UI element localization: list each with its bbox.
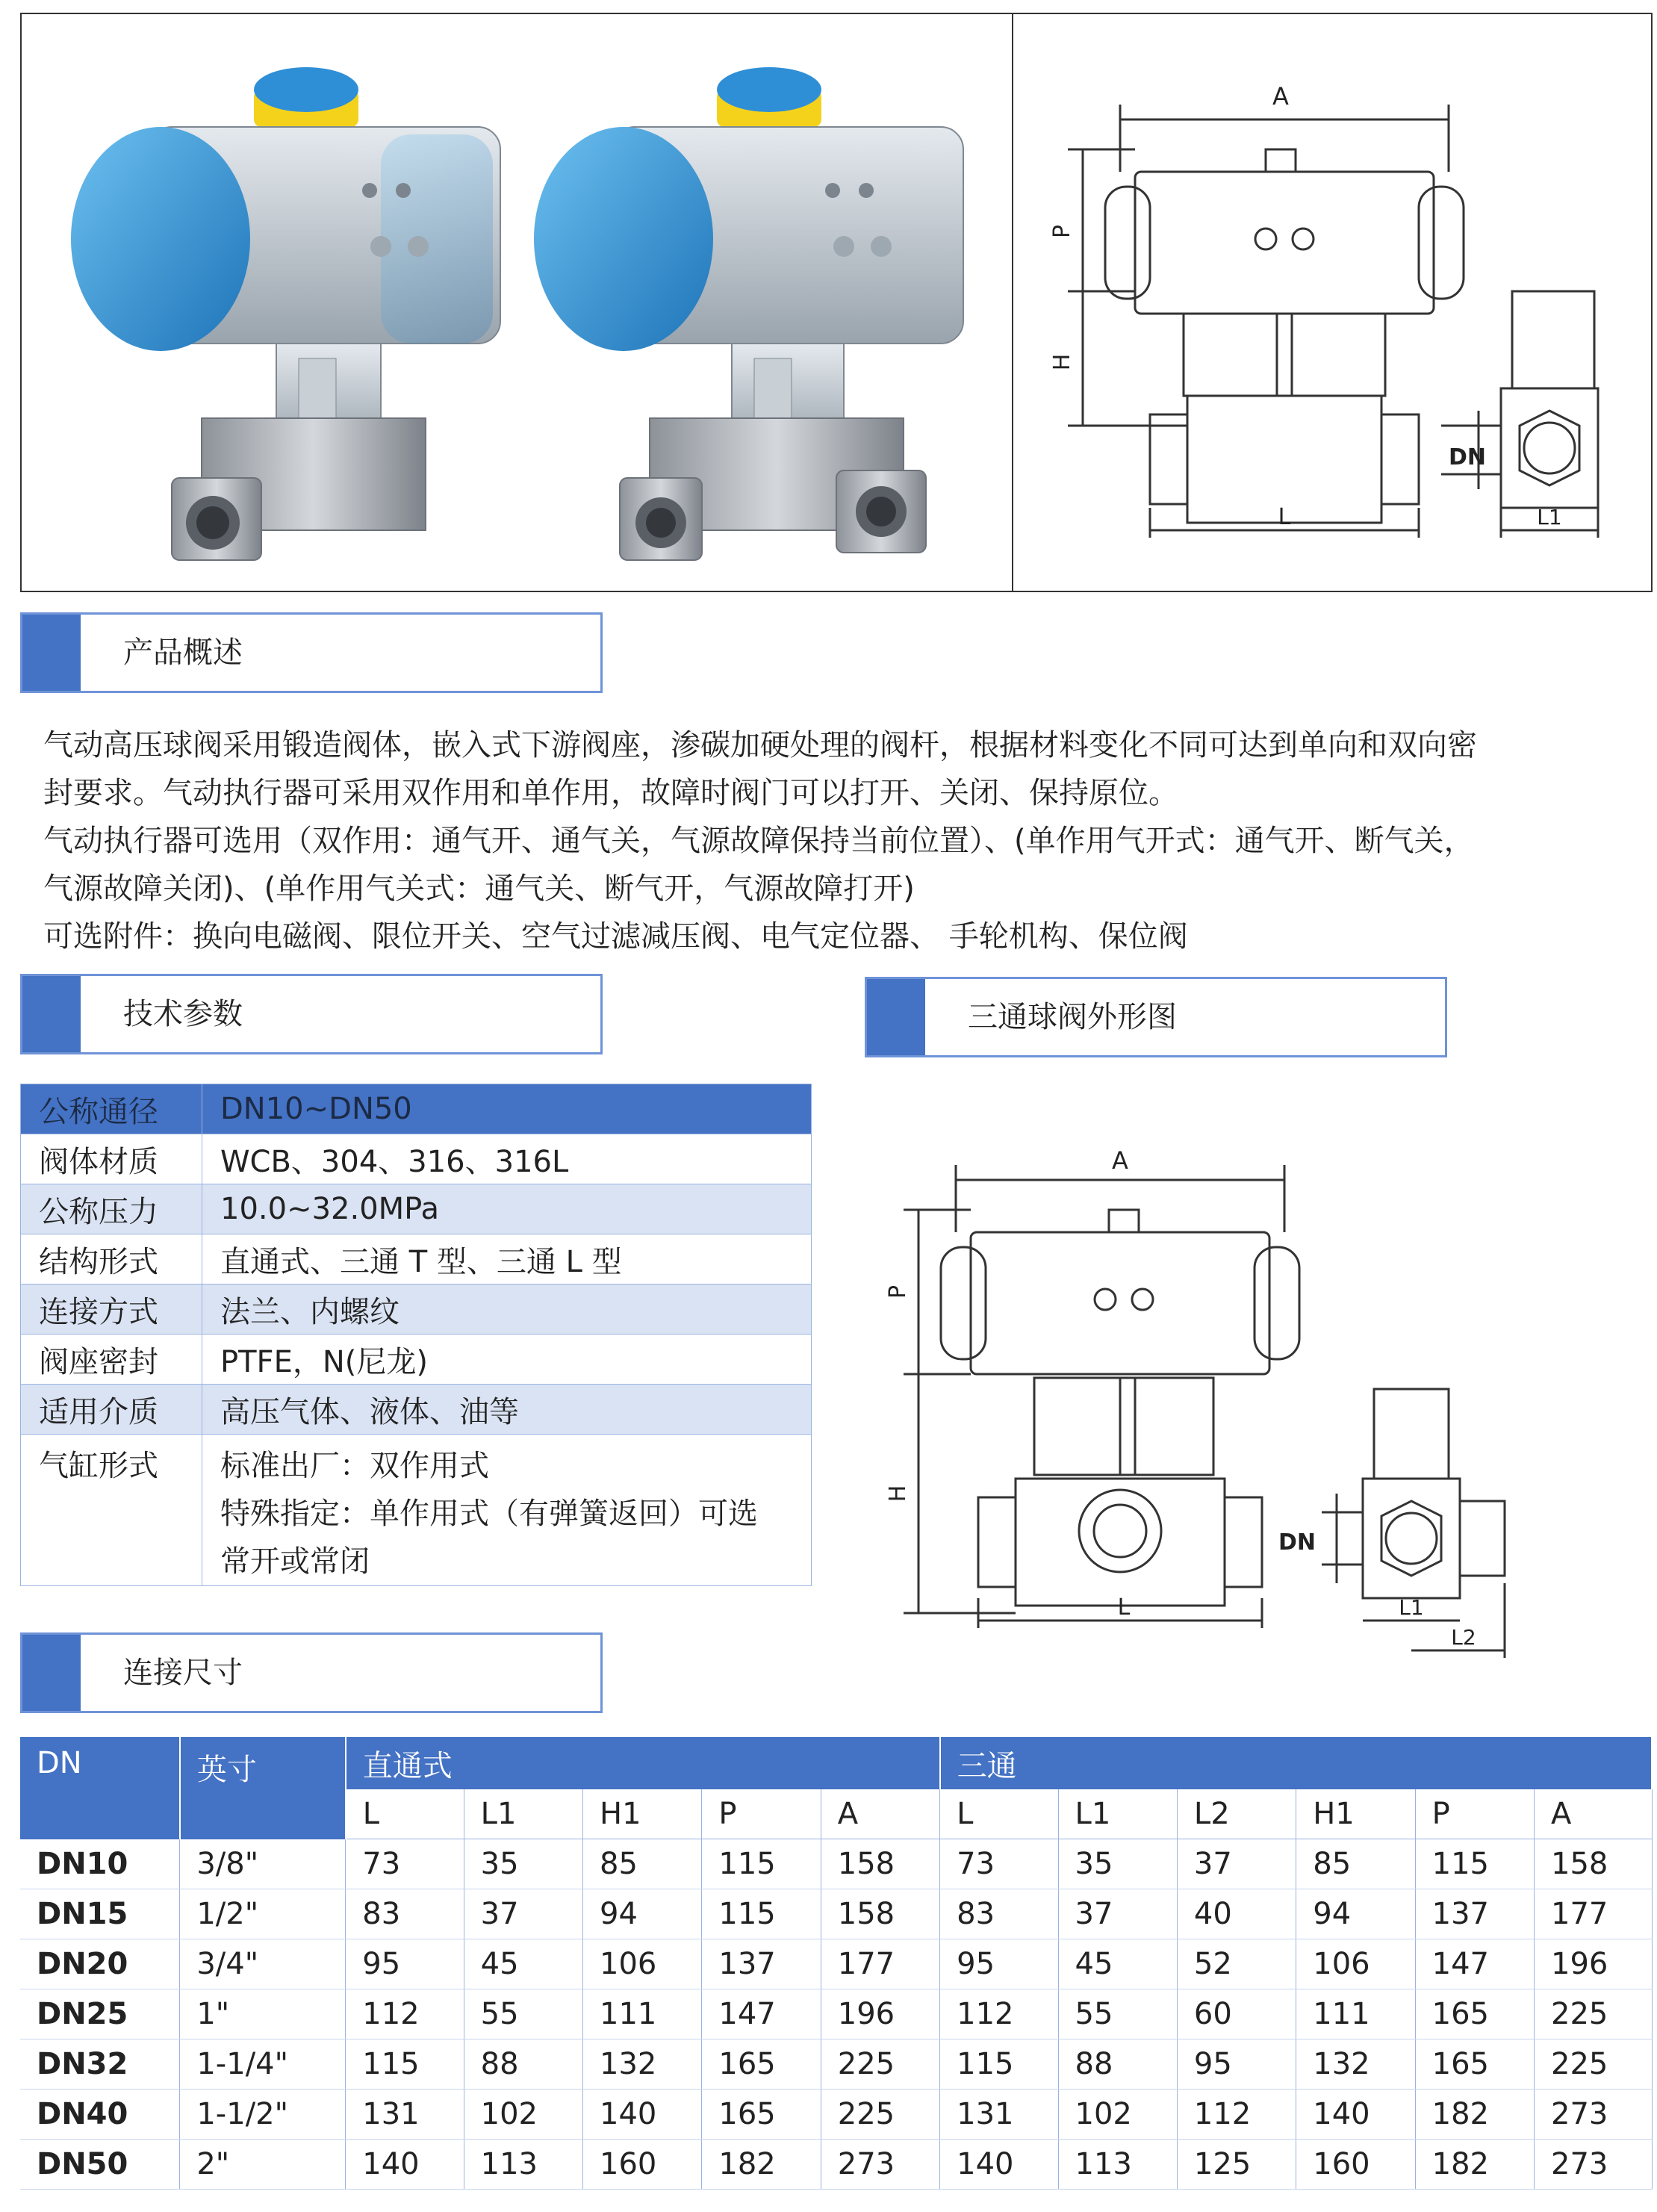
spec-row	[21, 1134, 812, 1184]
dimension-cell: 106	[1296, 1939, 1415, 1989]
spec-cylinder-line: 标准出厂：双作用式	[220, 1449, 489, 1483]
dimension-cell: 115	[702, 1889, 821, 1939]
table-row	[20, 2039, 1652, 2090]
dimension-cell: 140	[1296, 2090, 1415, 2140]
section-marker	[22, 1635, 81, 1711]
dimensions-col-header: L1	[1058, 1789, 1177, 1839]
dimensions-col-header: A	[1535, 1789, 1652, 1839]
straight-valve-dimension-drawing	[1023, 22, 1643, 582]
dimension-cell: 112	[1177, 2090, 1296, 2140]
dimension-cell: 111	[1296, 1989, 1415, 2039]
dimensions-col-header: L	[940, 1789, 1058, 1839]
dimensions-col-header: L1	[464, 1789, 582, 1839]
dimension-cell: 35	[1058, 1839, 1177, 1889]
diagram-label-h: H	[885, 1485, 911, 1503]
dn-cell: DN50	[20, 2140, 180, 2190]
table-row	[20, 2140, 1652, 2190]
dimension-cell: 225	[821, 2090, 939, 2140]
spec-key: 适用介质	[21, 1385, 202, 1435]
diagram-label-l: L	[1117, 1594, 1131, 1621]
dimension-cell: 83	[940, 1889, 1058, 1939]
dimension-cell: 40	[1177, 1889, 1296, 1939]
spec-key: 连接方式	[21, 1284, 202, 1335]
dimensions-header-row	[20, 1737, 1652, 1789]
dimensions-table-body	[20, 1839, 1652, 2190]
spec-row	[21, 1184, 812, 1234]
dimension-cell: 37	[464, 1889, 582, 1939]
dimensions-col-header: A	[821, 1789, 939, 1839]
dimension-cell: 165	[702, 2090, 821, 2140]
dimension-cell: 95	[1177, 2039, 1296, 2090]
dimension-cell: 140	[940, 2140, 1058, 2190]
table-row	[20, 1889, 1652, 1939]
dimension-cell: 106	[583, 1939, 702, 1989]
dimension-cell: 196	[1535, 1939, 1652, 1989]
dimension-cell: 94	[583, 1889, 702, 1939]
dimensions-col-header: P	[702, 1789, 821, 1839]
table-row	[20, 1839, 1652, 1889]
table-row	[20, 2090, 1652, 2140]
inch-cell: 1/2"	[180, 1889, 346, 1939]
spec-value: 高压气体、液体、油等	[202, 1385, 812, 1435]
spec-row	[21, 1284, 812, 1335]
dimension-cell: 177	[1535, 1889, 1652, 1939]
dimension-cell: 225	[821, 2039, 939, 2090]
dimension-cell: 165	[702, 2039, 821, 2090]
dimension-cell: 165	[1415, 2039, 1534, 2090]
spec-cylinder-line: 特殊指定：单作用式（有弹簧返回）可选	[220, 1497, 758, 1531]
section-title-three-way-figure: 三通球阀外形图	[968, 1000, 1177, 1034]
spec-key: 结构形式	[21, 1234, 202, 1284]
spec-key: 阀体材质	[21, 1134, 202, 1184]
spec-row	[21, 1234, 812, 1284]
diagram-label-l: L	[1278, 504, 1291, 530]
spec-value: PTFE，N(尼龙)	[202, 1335, 812, 1385]
dimension-cell: 115	[940, 2039, 1058, 2090]
dimension-cell: 37	[1058, 1889, 1177, 1939]
dimension-cell: 55	[1058, 1989, 1177, 2039]
dimension-cell: 140	[583, 2090, 702, 2140]
dimension-cell: 73	[940, 1839, 1058, 1889]
dimension-cell: 102	[1058, 2090, 1177, 2140]
diagram-label-dn: DN	[1449, 444, 1487, 470]
dimension-cell: 102	[464, 2090, 582, 2140]
spec-value-cylinder	[202, 1435, 812, 1586]
section-marker	[22, 976, 81, 1052]
dimension-cell: 182	[702, 2140, 821, 2190]
spec-row	[21, 1084, 812, 1134]
spec-table	[20, 1084, 812, 1586]
straight-ball-valve-photo	[30, 30, 508, 582]
section-header-three-way-figure	[865, 977, 1447, 1057]
overview-line-4: 气源故障关闭)、(单作用气关式：通气关、断气开，气源故障打开)	[43, 872, 915, 906]
dimension-cell: 88	[464, 2039, 582, 2090]
dimension-cell: 115	[702, 1839, 821, 1889]
diagram-label-l2: L2	[1451, 1625, 1476, 1650]
dimension-cell: 113	[464, 2140, 582, 2190]
diagram-label-l1: L1	[1537, 505, 1562, 529]
dimension-cell: 112	[346, 1989, 464, 2039]
dimension-cell: 225	[1535, 1989, 1652, 2039]
dimension-cell: 37	[1177, 1839, 1296, 1889]
spec-row	[21, 1435, 812, 1586]
dn-cell: DN32	[20, 2039, 180, 2090]
dimension-cell: 158	[821, 1889, 939, 1939]
section-title-tech: 技术参数	[123, 997, 243, 1031]
dimension-cell: 196	[821, 1989, 939, 2039]
dimension-cell: 182	[1415, 2140, 1534, 2190]
diagram-label-p: P	[1049, 224, 1075, 239]
dimension-cell: 147	[1415, 1939, 1534, 1989]
dimension-cell: 125	[1177, 2140, 1296, 2190]
spec-value: 10.0~32.0MPa	[202, 1184, 812, 1234]
dimension-cell: 35	[464, 1839, 582, 1889]
spec-cylinder-line: 常开或常闭	[220, 1544, 370, 1579]
dimensions-header-inch: 英寸	[180, 1737, 346, 1839]
dimension-cell: 165	[1415, 1989, 1534, 2039]
dimension-cell: 95	[940, 1939, 1058, 1989]
dimensions-col-header: P	[1415, 1789, 1534, 1839]
dimension-cell: 85	[1296, 1839, 1415, 1889]
dimension-cell: 158	[821, 1839, 939, 1889]
dimension-cell: 95	[346, 1939, 464, 1989]
dimension-cell: 94	[1296, 1889, 1415, 1939]
dimension-cell: 73	[346, 1839, 464, 1889]
spec-value: 直通式、三通 T 型、三通 L 型	[202, 1234, 812, 1284]
three-way-valve-dimension-drawing	[866, 1135, 1657, 1673]
dimension-cell: 225	[1535, 2039, 1652, 2090]
section-header-dimensions	[20, 1632, 603, 1713]
frame-divider	[1012, 13, 1013, 592]
dimension-cell: 158	[1535, 1839, 1652, 1889]
spec-key: 公称压力	[21, 1184, 202, 1234]
spec-key: 气缸形式	[21, 1435, 202, 1586]
dimension-cell: 131	[940, 2090, 1058, 2140]
overview-line-5: 可选附件：换向电磁阀、限位开关、空气过滤减压阀、电气定位器、 手轮机构、保位阀	[43, 919, 1188, 954]
dimension-cell: 45	[1058, 1939, 1177, 1989]
spec-row	[21, 1385, 812, 1435]
spec-value: 法兰、内螺纹	[202, 1284, 812, 1335]
dimensions-col-header: H1	[1296, 1789, 1415, 1839]
section-marker	[22, 615, 81, 691]
dimension-cell: 137	[1415, 1889, 1534, 1939]
dimension-cell: 52	[1177, 1939, 1296, 1989]
dimension-cell: 115	[346, 2039, 464, 2090]
diagram-label-h: H	[1049, 353, 1075, 371]
dimension-cell: 160	[1296, 2140, 1415, 2190]
dimension-cell: 137	[702, 1939, 821, 1989]
dimensions-header-straight: 直通式	[346, 1737, 940, 1789]
dimension-cell: 147	[702, 1989, 821, 2039]
section-header-overview	[20, 612, 603, 693]
spec-key: 公称通径	[21, 1084, 202, 1134]
diagram-label-l1: L1	[1399, 1595, 1424, 1620]
dimension-cell: 111	[583, 1989, 702, 2039]
dimension-cell: 140	[346, 2140, 464, 2190]
dimension-cell: 182	[1415, 2090, 1534, 2140]
spec-value: WCB、304、316、316L	[202, 1134, 812, 1184]
inch-cell: 3/8"	[180, 1839, 346, 1889]
dimensions-col-header: H1	[583, 1789, 702, 1839]
spec-row	[21, 1335, 812, 1385]
dimension-cell: 177	[821, 1939, 939, 1989]
dimension-cell: 45	[464, 1939, 582, 1989]
dimensions-header-three-way: 三通	[940, 1737, 1652, 1789]
diagram-label-a: A	[1112, 1146, 1128, 1175]
dimension-cell: 55	[464, 1989, 582, 2039]
section-title-dimensions: 连接尺寸	[123, 1656, 243, 1690]
spec-key: 阀座密封	[21, 1335, 202, 1385]
dimension-cell: 113	[1058, 2140, 1177, 2190]
inch-cell: 3/4"	[180, 1939, 346, 1989]
table-row	[20, 1939, 1652, 1989]
dimension-cell: 115	[1415, 1839, 1534, 1889]
overview-line-2: 封要求。气动执行器可采用双作用和单作用，故障时阀门可以打开、关闭、保持原位。	[43, 776, 1178, 810]
three-way-ball-valve-photo	[508, 30, 986, 582]
inch-cell: 1-1/4"	[180, 2039, 346, 2090]
dn-cell: DN25	[20, 1989, 180, 2039]
spec-value: DN10~DN50	[202, 1084, 812, 1134]
dn-cell: DN40	[20, 2090, 180, 2140]
section-title-overview: 产品概述	[123, 636, 243, 670]
diagram-label-p: P	[885, 1284, 911, 1299]
section-header-tech	[20, 974, 603, 1054]
dimension-cell: 160	[583, 2140, 702, 2190]
overview-line-3: 气动执行器可选用（双作用：通气开、通气关，气源故障保持当前位置）、(单作用气开式：通气开、断气关，	[43, 824, 1474, 858]
dimensions-table	[20, 1737, 1653, 2190]
dimension-cell: 112	[940, 1989, 1058, 2039]
dimension-cell: 131	[346, 2090, 464, 2140]
inch-cell: 1"	[180, 1989, 346, 2039]
dimension-cell: 132	[583, 2039, 702, 2090]
dimensions-header-dn: DN	[20, 1737, 180, 1839]
dn-cell: DN15	[20, 1889, 180, 1939]
dimension-cell: 60	[1177, 1989, 1296, 2039]
dimension-cell: 273	[1535, 2140, 1652, 2190]
dimension-cell: 273	[821, 2140, 939, 2190]
section-marker	[867, 979, 925, 1055]
diagram-label-a: A	[1272, 82, 1289, 111]
dimension-cell: 83	[346, 1889, 464, 1939]
dimension-cell: 85	[583, 1839, 702, 1889]
dn-cell: DN10	[20, 1839, 180, 1889]
dn-cell: DN20	[20, 1939, 180, 1989]
diagram-label-dn: DN	[1278, 1529, 1316, 1556]
table-row	[20, 1989, 1652, 2039]
dimension-cell: 88	[1058, 2039, 1177, 2090]
inch-cell: 2"	[180, 2140, 346, 2190]
dimensions-col-header: L	[346, 1789, 464, 1839]
dimension-cell: 273	[1535, 2090, 1652, 2140]
dimensions-col-header: L2	[1177, 1789, 1296, 1839]
dimension-cell: 132	[1296, 2039, 1415, 2090]
overview-line-1: 气动高压球阀采用锻造阀体，嵌入式下游阀座，渗碳加硬处理的阀杆，根据材料变化不同可达到单向和双向密	[43, 728, 1477, 762]
inch-cell: 1-1/2"	[180, 2090, 346, 2140]
